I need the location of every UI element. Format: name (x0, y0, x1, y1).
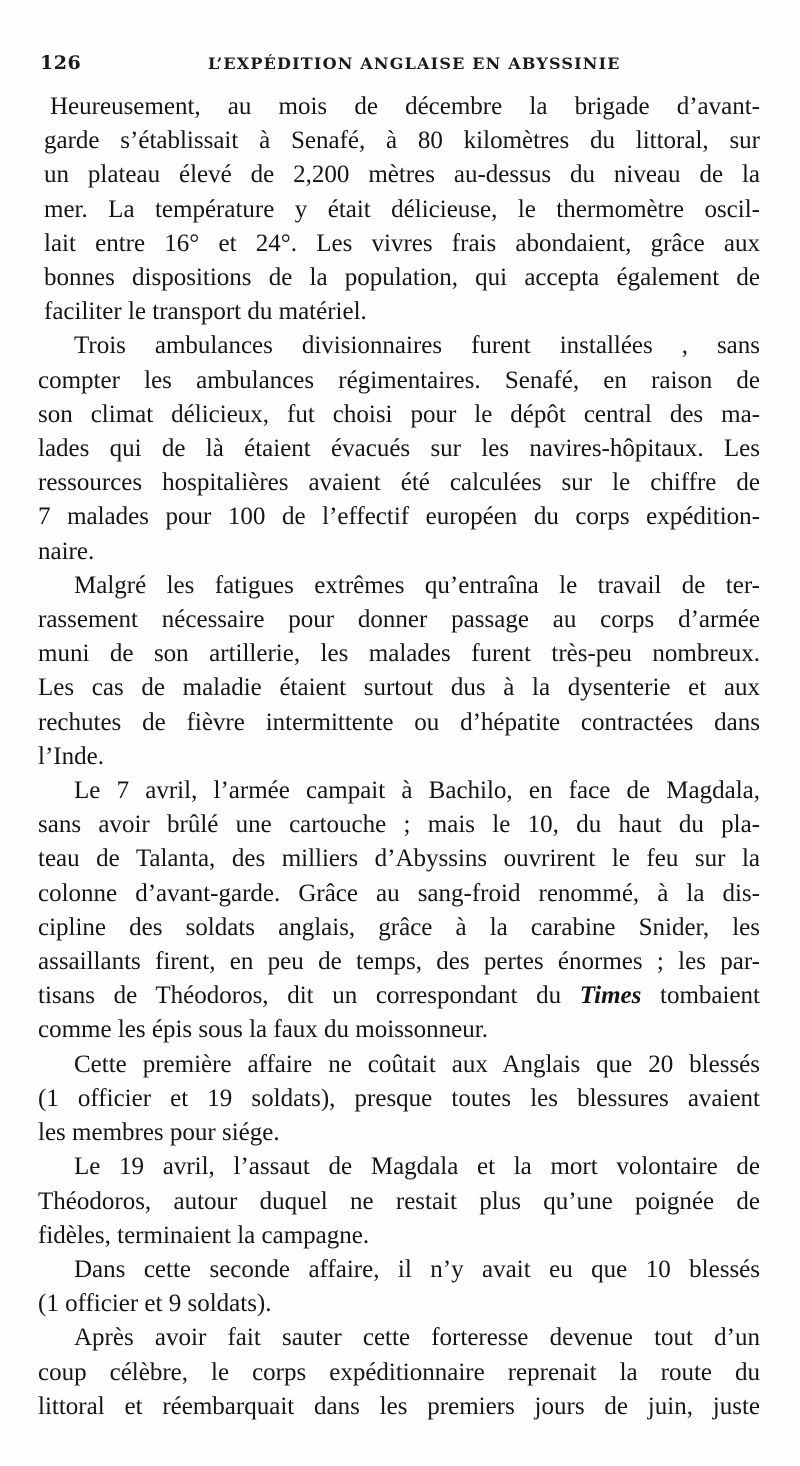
text-line: coup célèbre, le corps expéditionnaire reprenait la route du (38, 1358, 760, 1386)
text-line: faciliter le transport du matériel. (44, 298, 367, 326)
times-line-after: tombaient (641, 982, 760, 1010)
text-line: Trois ambulances divisionnaires furent installées , sans (74, 332, 760, 360)
times-italic: Times (579, 982, 642, 1010)
text-line: cipline des soldats anglais, grâce à la carabine Snider, les (38, 913, 760, 941)
text-line: littoral et réembarquait dans les premiers jours de juin, juste (38, 1392, 760, 1420)
paragraph-5 (38, 1048, 760, 1151)
paragraph-2 (38, 329, 760, 568)
text-line: un plateau élevé de 2,200 mètres au-dessus du niveau de la (44, 161, 760, 189)
text-line: lait entre 16° et 24°. Les vivres frais abondaient, grâce aux (44, 229, 760, 257)
text-line: les membres pour siége. (38, 1119, 280, 1147)
text-line: Le 19 avril, l’assaut de Magdala et la mort volontaire de (74, 1153, 760, 1181)
text-line: Théodoros, autour duquel ne restait plus qu’une poignée de (38, 1187, 760, 1215)
text-line-times (38, 979, 760, 1013)
text-line: (1 officier et 9 soldats). (38, 1290, 272, 1318)
paragraph-8 (38, 1321, 760, 1424)
text-line: fidèles, terminaient la campagne. (38, 1221, 370, 1249)
text-line: ressources hospitalières avaient été calculées sur le chiffre de (38, 469, 760, 497)
text-line: bonnes dispositions de la population, qui accepta également de (44, 264, 760, 292)
text-line: 7 malades pour 100 de l’effectif européen du corps expédition- (38, 503, 760, 531)
text-line: rassement nécessaire pour donner passage au corps d’armée (38, 606, 760, 634)
text-line: colonne d’avant-garde. Grâce au sang-froid renommé, à la dis- (38, 879, 760, 907)
text-line: teau de Talanta, des milliers d’Abyssins ouvrirent le feu sur la (38, 845, 760, 873)
text-line: assaillants firent, en peu de temps, des pertes énormes ; les par- (38, 948, 760, 976)
text-line: naire. (38, 537, 95, 565)
text-line: compter les ambulances régimentaires. Senafé, en raison de (38, 366, 760, 394)
text-line: lades qui de là étaient évacués sur les navires-hôpitaux. Les (38, 435, 760, 463)
text-line: Après avoir fait sauter cette forteresse devenue tout d’un (74, 1324, 760, 1352)
text-line: rechutes de fièvre intermittente ou d’hépatite contractées dans (38, 708, 760, 736)
paragraph-3 (38, 569, 760, 774)
text-line: sans avoir brûlé une cartouche ; mais le 10, du haut du pla- (38, 811, 760, 839)
times-line-before: tisans de Théodoros, dit un correspondant du (38, 982, 580, 1010)
paragraph-6 (38, 1150, 760, 1253)
body-text (38, 90, 760, 1424)
paragraph-1 (38, 90, 760, 329)
text-line: mer. La température y était délicieuse, le thermomètre oscil- (44, 195, 760, 223)
text-line: Cette première affaire ne coûtait aux Anglais que 20 blessés (74, 1050, 760, 1078)
paragraph-7 (38, 1253, 760, 1321)
text-line: son climat délicieux, fut choisi pour le dépôt central des ma- (38, 400, 760, 428)
page-number: 126 (40, 52, 82, 74)
text-line: comme les épis sous la faux du moissonneur. (38, 1016, 488, 1044)
text-line: muni de son artillerie, les malades furent très-peu nombreux. (38, 640, 760, 668)
text-line: Les cas de maladie étaient surtout dus à la dysenterie et aux (38, 674, 760, 702)
text-line: Heureusement, au mois de décembre la brigade d’avant- (50, 93, 760, 120)
text-line: Malgré les fatigues extrêmes qu’entraîna le travail de ter- (74, 571, 760, 599)
page-header (40, 52, 760, 82)
text-line: (1 officier et 19 soldats), presque toutes les blessures avaient (38, 1084, 760, 1112)
text-line: l’Inde. (38, 742, 104, 770)
text-line: garde s’établissait à Senafé, à 80 kilomètres du littoral, sur (44, 127, 760, 155)
running-title: L’EXPÉDITION ANGLAISE EN ABYSSINIE (208, 54, 621, 73)
paragraph-4 (38, 774, 760, 1048)
text-line: Dans cette seconde affaire, il n’y avait eu que 10 blessés (74, 1255, 760, 1283)
text-line: Le 7 avril, l’armée campait à Bachilo, en face de Magdala, (74, 777, 760, 805)
